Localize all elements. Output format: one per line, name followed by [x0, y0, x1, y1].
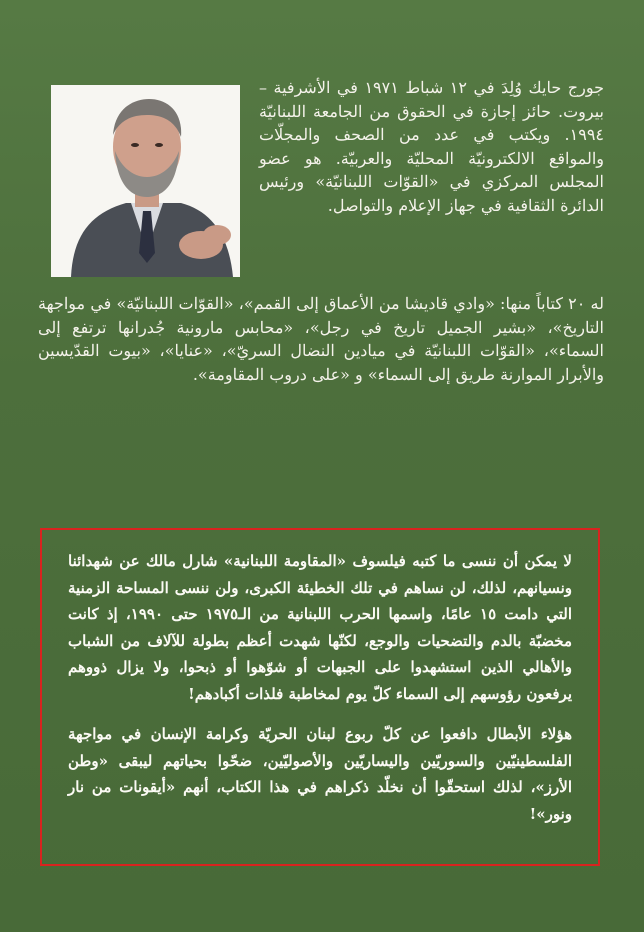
author-works — [38, 292, 604, 386]
author-photo — [51, 85, 240, 277]
author-portrait-photo — [51, 85, 240, 277]
author-bio-text: جورج حايك وُلِدَ في ١٢ شباط ١٩٧١ في الأشرفية – بيروت. حائز إجازة في الحقوق من الجامعة اللبنانيّة ١٩٩٤. ويكتب في عدد من الصحف والمجلّات والمواقع الالكترونيّة المحليّة والعربيّة. هو عضو المجلس المركزي في «القوّات اللبنانيّة» ورئيس الدائرة الثقافية في جهاز الإعلام والتواصل. — [259, 78, 604, 215]
quote-paragraph-1: لا يمكن أن ننسى ما كتبه فيلسوف «المقاومة اللبنانية» شارل مالك عن شهدائنا ونسيانهم، لذلك، لن نساهم في تلك الخطيئة الكبرى، ولن ننسى المساحة الزمنية التي دامت ١٥ عامًا، واسمها الحرب اللبنانية من الـ١٩٧٥ حتى ١٩٩٠، إذ كانت مخضبّة بالدم والتضحيات والوجع، لكنّها شهدت أعظم بطولة للآلاف من الشباب والأهالي الذين استشهدوا على الجبهات أو شوّهوا أو ذبحوا، ولا يزال ذووهم يرفعون رؤوسهم إلى السماء كلّ يوم لمخاطبة فلذات أكبادهم! — [68, 552, 573, 703]
quote-box — [40, 528, 600, 866]
author-bio — [259, 76, 604, 217]
quote-paragraph-2: هؤلاء الأبطال دافعوا عن كلّ ربوع لبنان الحريّة وكرامة الإنسان في مواجهة الفلسطينيّين والسوريّين واليساريّين والأصوليّين، ضحّوا بحياتهم ليبقى «وطن الأرز»، لذلك استحقّوا أن نخلّد ذكراهم في هذا الكتاب، أنهم «أيقونات من نار ونور»! — [68, 725, 572, 823]
author-works-text: له ٢٠ كتاباً منها: «وادي قاديشا من الأعماق إلى القمم»، «القوّات اللبنانيّة» في مواجهة التاريخ»، «بشير الجميل تاريخ في رجل»، «محابس مارونية جُدرانها ترتفع إلى السماء»، «القوّات اللبنانيّة في ميادين النضال السريّ»، «عنايا»، «بيوت القدّيسين والأبرار الموارنة طريق إلى السماء» و «على دروب المقاومة». — [38, 294, 605, 384]
